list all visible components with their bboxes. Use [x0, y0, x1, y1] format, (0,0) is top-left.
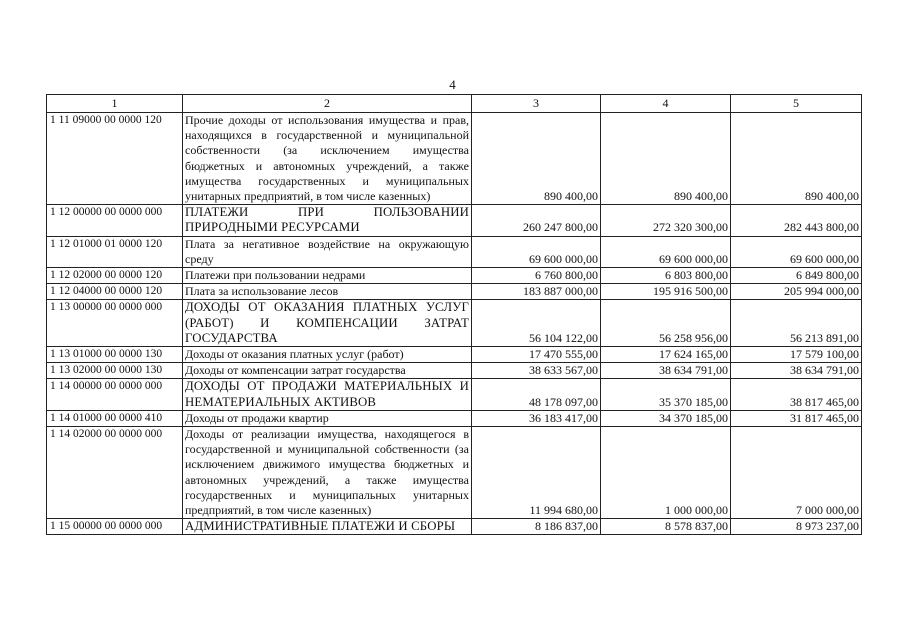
amount-col3-cell: 48 178 097,00: [472, 379, 601, 410]
amount-col4-cell: 1 000 000,00: [601, 427, 731, 519]
amount-col4-cell: 56 258 956,00: [601, 300, 731, 347]
amount-col3-cell: 11 994 680,00: [472, 427, 601, 519]
amount-col5-cell: 7 000 000,00: [731, 427, 862, 519]
amount-col4-cell: 272 320 300,00: [601, 205, 731, 236]
column-header: 2: [183, 95, 472, 113]
amount-col5-cell: 38 817 465,00: [731, 379, 862, 410]
revenue-name-cell: Доходы от продажи квартир: [183, 410, 472, 426]
revenue-table: [46, 94, 862, 535]
amount-col4-cell: 17 624 165,00: [601, 347, 731, 363]
amount-col5-cell: 17 579 100,00: [731, 347, 862, 363]
amount-col4-cell: 6 803 800,00: [601, 268, 731, 284]
revenue-name-cell: Плата за использование лесов: [183, 284, 472, 300]
amount-col5-cell: 38 634 791,00: [731, 363, 862, 379]
amount-col4-cell: 8 578 837,00: [601, 519, 731, 535]
budget-code-cell: 1 12 01000 01 0000 120: [47, 236, 183, 267]
table-row: [47, 284, 862, 300]
amount-col3-cell: 890 400,00: [472, 113, 601, 205]
amount-col3-cell: 183 887 000,00: [472, 284, 601, 300]
revenue-name-cell: ДОХОДЫ ОТ ОКАЗАНИЯ ПЛАТНЫХ УСЛУГ (РАБОТ) И КОМПЕНСАЦИИ ЗАТРАТ ГОСУДАРСТВА: [183, 300, 472, 347]
amount-col5-cell: 8 973 237,00: [731, 519, 862, 535]
budget-code-cell: 1 12 00000 00 0000 000: [47, 205, 183, 236]
page-number: 4: [449, 77, 456, 92]
column-header: 1: [47, 95, 183, 113]
budget-code-cell: 1 15 00000 00 0000 000: [47, 519, 183, 535]
revenue-name-cell: Доходы от компенсации затрат государства: [183, 363, 472, 379]
budget-code-cell: 1 14 02000 00 0000 000: [47, 427, 183, 519]
amount-col3-cell: 17 470 555,00: [472, 347, 601, 363]
amount-col3-cell: 6 760 800,00: [472, 268, 601, 284]
amount-col4-cell: 35 370 185,00: [601, 379, 731, 410]
amount-col5-cell: 31 817 465,00: [731, 410, 862, 426]
column-header-row: [47, 95, 862, 113]
amount-col5-cell: 205 994 000,00: [731, 284, 862, 300]
amount-col4-cell: 38 634 791,00: [601, 363, 731, 379]
revenue-name-cell: Доходы от реализации имущества, находящегося в государственной и муниципальной собственности (за исключением движимого имущества бюджетных и автономных учреждений, а также имущества государственных и муниципальных унитарных предприятий, в том числе казенных): [183, 427, 472, 519]
table-row: [47, 236, 862, 267]
revenue-name-cell: ДОХОДЫ ОТ ПРОДАЖИ МАТЕРИАЛЬНЫХ И НЕМАТЕРИАЛЬНЫХ АКТИВОВ: [183, 379, 472, 410]
amount-col4-cell: 34 370 185,00: [601, 410, 731, 426]
revenue-name-cell: Прочие доходы от использования имущества и прав, находящихся в государственной и муниципальной собственности (за исключением имущества бюджетных и автономных учреждений, а также имущества государственных и муниципальных унитарных предприятий, в том числе казенных): [183, 113, 472, 205]
table-row: [47, 363, 862, 379]
amount-col5-cell: 890 400,00: [731, 113, 862, 205]
amount-col3-cell: 69 600 000,00: [472, 236, 601, 267]
amount-col4-cell: 890 400,00: [601, 113, 731, 205]
amount-col3-cell: 56 104 122,00: [472, 300, 601, 347]
amount-col5-cell: 282 443 800,00: [731, 205, 862, 236]
table-row: [47, 410, 862, 426]
budget-code-cell: 1 13 02000 00 0000 130: [47, 363, 183, 379]
amount-col4-cell: 69 600 000,00: [601, 236, 731, 267]
table-row: [47, 347, 862, 363]
amount-col3-cell: 260 247 800,00: [472, 205, 601, 236]
table-row: [47, 300, 862, 347]
amount-col5-cell: 56 213 891,00: [731, 300, 862, 347]
revenue-name-cell: АДМИНИСТРАТИВНЫЕ ПЛАТЕЖИ И СБОРЫ: [183, 519, 472, 535]
amount-col3-cell: 38 633 567,00: [472, 363, 601, 379]
amount-col3-cell: 8 186 837,00: [472, 519, 601, 535]
amount-col5-cell: 69 600 000,00: [731, 236, 862, 267]
amount-col3-cell: 36 183 417,00: [472, 410, 601, 426]
budget-code-cell: 1 12 04000 00 0000 120: [47, 284, 183, 300]
budget-code-cell: 1 14 01000 00 0000 410: [47, 410, 183, 426]
column-header: 3: [472, 95, 601, 113]
revenue-name-cell: Платежи при пользовании недрами: [183, 268, 472, 284]
revenue-name-cell: ПЛАТЕЖИ ПРИ ПОЛЬЗОВАНИИ ПРИРОДНЫМИ РЕСУРСАМИ: [183, 205, 472, 236]
budget-code-cell: 1 13 00000 00 0000 000: [47, 300, 183, 347]
table-row: [47, 427, 862, 519]
table-row: [47, 205, 862, 236]
table-row: [47, 268, 862, 284]
table-row: [47, 113, 862, 205]
budget-code-cell: 1 12 02000 00 0000 120: [47, 268, 183, 284]
column-header: 5: [731, 95, 862, 113]
revenue-name-cell: Плата за негативное воздействие на окружающую среду: [183, 236, 472, 267]
budget-code-cell: 1 11 09000 00 0000 120: [47, 113, 183, 205]
revenue-name-cell: Доходы от оказания платных услуг (работ): [183, 347, 472, 363]
budget-code-cell: 1 14 00000 00 0000 000: [47, 379, 183, 410]
amount-col4-cell: 195 916 500,00: [601, 284, 731, 300]
table-row: [47, 379, 862, 410]
column-header: 4: [601, 95, 731, 113]
amount-col5-cell: 6 849 800,00: [731, 268, 862, 284]
table-row: [47, 519, 862, 535]
budget-code-cell: 1 13 01000 00 0000 130: [47, 347, 183, 363]
